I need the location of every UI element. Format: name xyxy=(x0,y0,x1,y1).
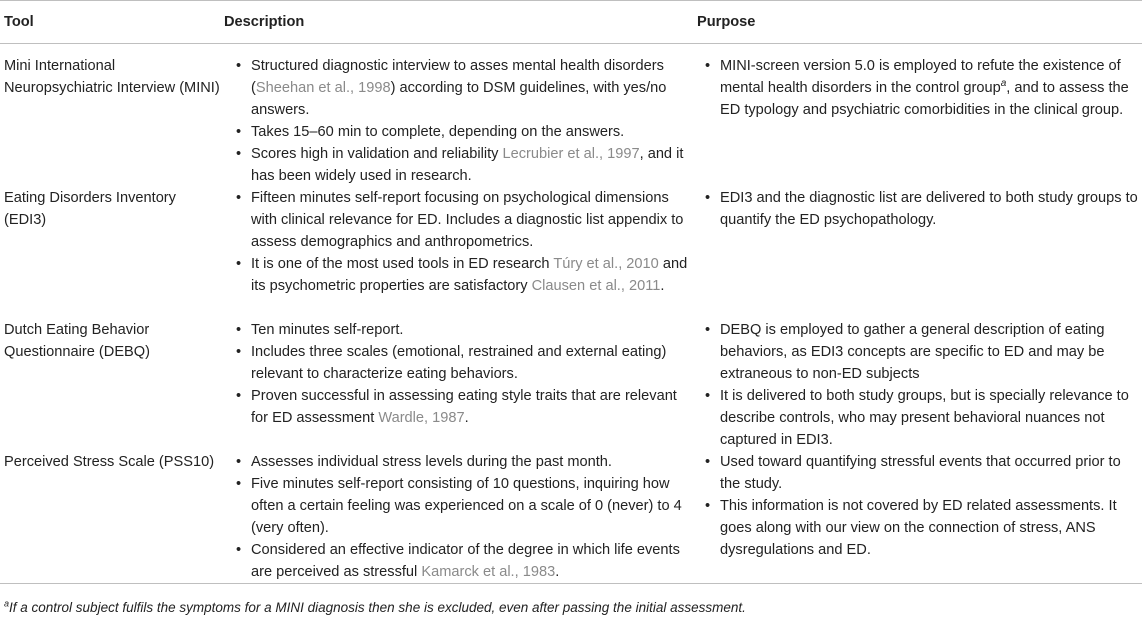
table-row xyxy=(0,44,1142,188)
header-purpose: Purpose xyxy=(693,1,1142,44)
header-tool: Tool xyxy=(0,1,220,44)
purpose-cell xyxy=(693,44,1142,188)
tool-name: Eating Disorders Inventory (EDI3) xyxy=(4,190,176,228)
list-item: • Assesses individual stress levels during the past month. xyxy=(236,451,693,473)
table-row xyxy=(0,187,1142,319)
citation-link[interactable]: Túry et al., 2010 xyxy=(553,256,659,272)
footnote-marker: a xyxy=(1000,78,1007,90)
description-cell xyxy=(220,451,693,584)
list-item: • Considered an effective indicator of the degree in which life events are perceived as stressful Kamarck et al., 1983. xyxy=(236,539,693,583)
tool-name: Mini International Neuropsychiatric Interview (MINI) xyxy=(4,58,220,96)
table-footnote xyxy=(4,597,746,619)
list-item: • Takes 15–60 min to complete, depending on the answers. xyxy=(236,121,693,143)
list-item: • Fifteen minutes self-report focusing on psychological dimensions with clinical relevance for ED. Includes a diagnostic list appendix to assess demographics and anthropometrics. xyxy=(236,187,693,253)
description-cell xyxy=(220,44,693,188)
footnote-text: If a control subject fulfils the symptoms for a MINI diagnosis then she is excluded, even after passing the initial assessment. xyxy=(9,600,746,615)
list-item: • Scores high in validation and reliability Lecrubier et al., 1997, and it has been widely used in research. xyxy=(236,143,693,187)
header-description: Description xyxy=(220,1,693,44)
table-row xyxy=(0,451,1142,584)
purpose-cell xyxy=(693,187,1142,319)
purpose-cell xyxy=(693,451,1142,584)
list-item: • Ten minutes self-report. xyxy=(236,319,693,341)
list-item: • It is delivered to both study groups, but is specially relevance to describe controls, who may present behavioral nuances not captured in EDI3. xyxy=(705,385,1142,451)
citation-link[interactable]: Clausen et al., 2011 xyxy=(531,278,661,294)
list-item: • EDI3 and the diagnostic list are delivered to both study groups to quantify the ED psychopathology. xyxy=(705,187,1142,231)
citation-link[interactable]: Kamarck et al., 1983 xyxy=(421,564,556,580)
tool-name: Dutch Eating Behavior Questionnaire (DEBQ) xyxy=(4,322,150,360)
list-item: • This information is not covered by ED related assessments. It goes along with our view on the connection of stress, ANS dysregulations and ED. xyxy=(705,495,1142,561)
list-item: • Used toward quantifying stressful events that occurred prior to the study. xyxy=(705,451,1142,495)
list-item: • MINI-screen version 5.0 is employed to refute the existence of mental health disorders in the control group$^a$, and to assess the ED typology and psychiatric comorbidities in the clinical group. xyxy=(705,55,1142,121)
footnote-marker: a xyxy=(4,598,10,609)
list-item: • Structured diagnostic interview to asses mental health disorders (Sheehan et al., 1998) according to DSM guidelines, with yes/no answers. xyxy=(236,55,693,121)
citation-link[interactable]: Sheehan et al., 1998 xyxy=(255,80,391,96)
list-item: • DEBQ is employed to gather a general description of eating behaviors, as EDI3 concepts are specific to ED and may be extraneous to non-ED subjects xyxy=(705,319,1142,385)
table-row xyxy=(0,319,1142,451)
citation-link[interactable]: Wardle, 1987 xyxy=(378,410,465,426)
description-cell xyxy=(220,319,693,451)
list-item: • Includes three scales (emotional, restrained and external eating) relevant to characterize eating behaviors. xyxy=(236,341,693,385)
purpose-cell xyxy=(693,319,1142,451)
list-item: • Five minutes self-report consisting of 10 questions, inquiring how often a certain feeling was experienced on a scale of 0 (never) to 4 (very often). xyxy=(236,473,693,539)
table-header-row xyxy=(0,1,1142,44)
tool-name: Perceived Stress Scale (PSS10) xyxy=(0,451,220,584)
list-item: • Proven successful in assessing eating style traits that are relevant for ED assessment Wardle, 1987. xyxy=(236,385,693,429)
citation-link[interactable]: Lecrubier et al., 1997 xyxy=(502,146,640,162)
description-cell xyxy=(220,187,693,319)
list-item: • It is one of the most used tools in ED research Túry et al., 2010 and its psychometric properties are satisfactory Clausen et al., 2011. xyxy=(236,253,693,297)
